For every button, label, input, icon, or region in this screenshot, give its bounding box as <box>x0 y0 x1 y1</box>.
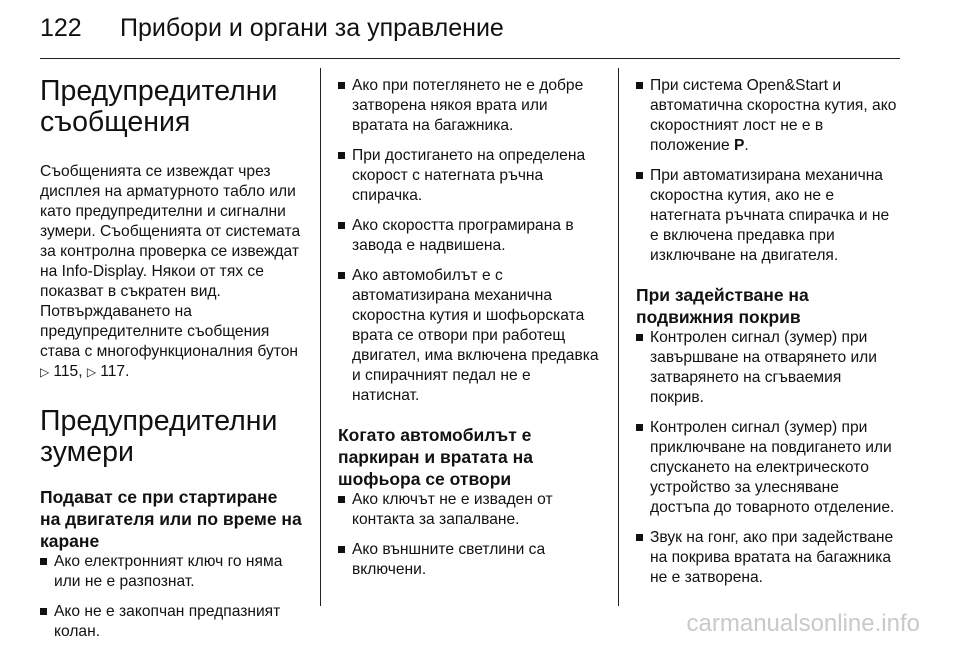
bullet-icon <box>636 172 643 179</box>
page-header <box>40 14 920 48</box>
subheading-parked-door-open: Когато автомобилът е паркиран и вратата на шофьора се отвори <box>338 425 533 489</box>
section-heading-warning-chimes: Предупредителни зумери <box>40 405 278 468</box>
gear-position-p: P <box>734 137 745 154</box>
list-item: Ако ключът не е изваден от контакта за запалване. <box>338 490 600 530</box>
page-ref-2[interactable]: 117 <box>100 363 126 380</box>
bullet-icon <box>40 608 47 615</box>
section-heading-warning-messages: Предупредителни съобщения <box>40 75 278 138</box>
list-item: Звук на гонг, ако при задействане на покрива вратата на багажника не е затворена. <box>636 528 898 588</box>
bullet-icon <box>338 152 345 159</box>
list-item: Ако електронният ключ го няма или не е разпознат. <box>40 552 302 592</box>
bullet-icon <box>636 534 643 541</box>
parked-conditions-list <box>338 490 600 580</box>
bullet-icon <box>40 558 47 565</box>
bullet-icon <box>636 334 643 341</box>
bullet-icon <box>338 546 345 553</box>
list-item: Ако не е закопчан предпазният колан. <box>40 602 302 642</box>
column-divider-1 <box>320 68 321 606</box>
page-number: 122 <box>40 14 82 42</box>
bullet-icon <box>636 424 643 431</box>
list-item: При автоматизирана механична скоростна кутия, ако не е натегната ръчната спирачка и не е включена предавка при изключване на двигателя. <box>636 166 898 266</box>
column-1 <box>40 76 302 652</box>
bullet-icon <box>338 82 345 89</box>
watermark: carmanualsonline.info <box>686 610 920 637</box>
arrow-reference-icon: ▷ <box>86 365 97 379</box>
column-2 <box>338 76 600 590</box>
bullet-icon <box>338 222 345 229</box>
list-item: При система Open&Start и автоматична скоростна кутия, ако скоростният лост не е в положение P. <box>636 76 898 156</box>
list-item: Ако скоростта програмирана в завода е надвишена. <box>338 216 600 256</box>
bullet-icon <box>636 82 643 89</box>
roof-conditions-list <box>636 328 898 588</box>
bullet-icon <box>338 496 345 503</box>
intro-text: Съобщенията се извеждат чрез дисплея на арматурното табло или като предупредителни и сигнални зумери. Съобщенията от системата за контролна проверка се извеждат на Info-Display. Някои от тях се показват в съкратен вид. Потвърждаването на предупредителните съобщения става с многофункционалния бутон <box>40 163 301 360</box>
page-ref-1[interactable]: 115 <box>53 363 79 380</box>
list-item: Контролен сигнал (зумер) при приключване на повдигането или спускането на електрическото устройство за улесняване достъпа до товарното отделение. <box>636 418 898 518</box>
list-item: Ако външните светлини са включени. <box>338 540 600 580</box>
intro-paragraph: Съобщенията се извеждат чрез дисплея на арматурното табло или като предупредителни и сигнални зумери. Съобщенията от системата за контролна проверка се извеждат на Info-Display. Някои от тях се показват в съкратен вид. Потвърждаването на предупредителните съобщения става с многофункционалния бутон ▷ 115, ▷ 117. <box>40 163 301 380</box>
running-title: Прибори и органи за управление <box>120 14 504 42</box>
parked-conditions-list-continued <box>636 76 898 266</box>
subheading-engine-start: Подават се при стартиране на двигателя или по време на каране <box>40 487 302 551</box>
list-item: Ако автомобилът е с автоматизирана механична скоростна кутия и шофьорската врата се отвори при работещ двигател, има включена предавка и спирачният педал не е натиснат. <box>338 266 600 406</box>
chime-conditions-list-continued <box>338 76 600 406</box>
arrow-reference-icon: ▷ <box>40 365 50 379</box>
bullet-icon <box>338 272 345 279</box>
list-item: Ако при потеглянето не е добре затворена някоя врата или вратата на багажника. <box>338 76 600 136</box>
subheading-roof-operation: При задействане на подвижния покрив <box>636 285 809 327</box>
column-divider-2 <box>618 68 619 606</box>
header-rule <box>40 58 900 59</box>
list-item: При достигането на определена скорост с натегната ръчна спирачка. <box>338 146 600 206</box>
list-item: Контролен сигнал (зумер) при завършване на отварянето или затварянето на сгъваемия покрив. <box>636 328 898 408</box>
chime-conditions-list <box>40 552 302 642</box>
column-3 <box>636 76 898 598</box>
